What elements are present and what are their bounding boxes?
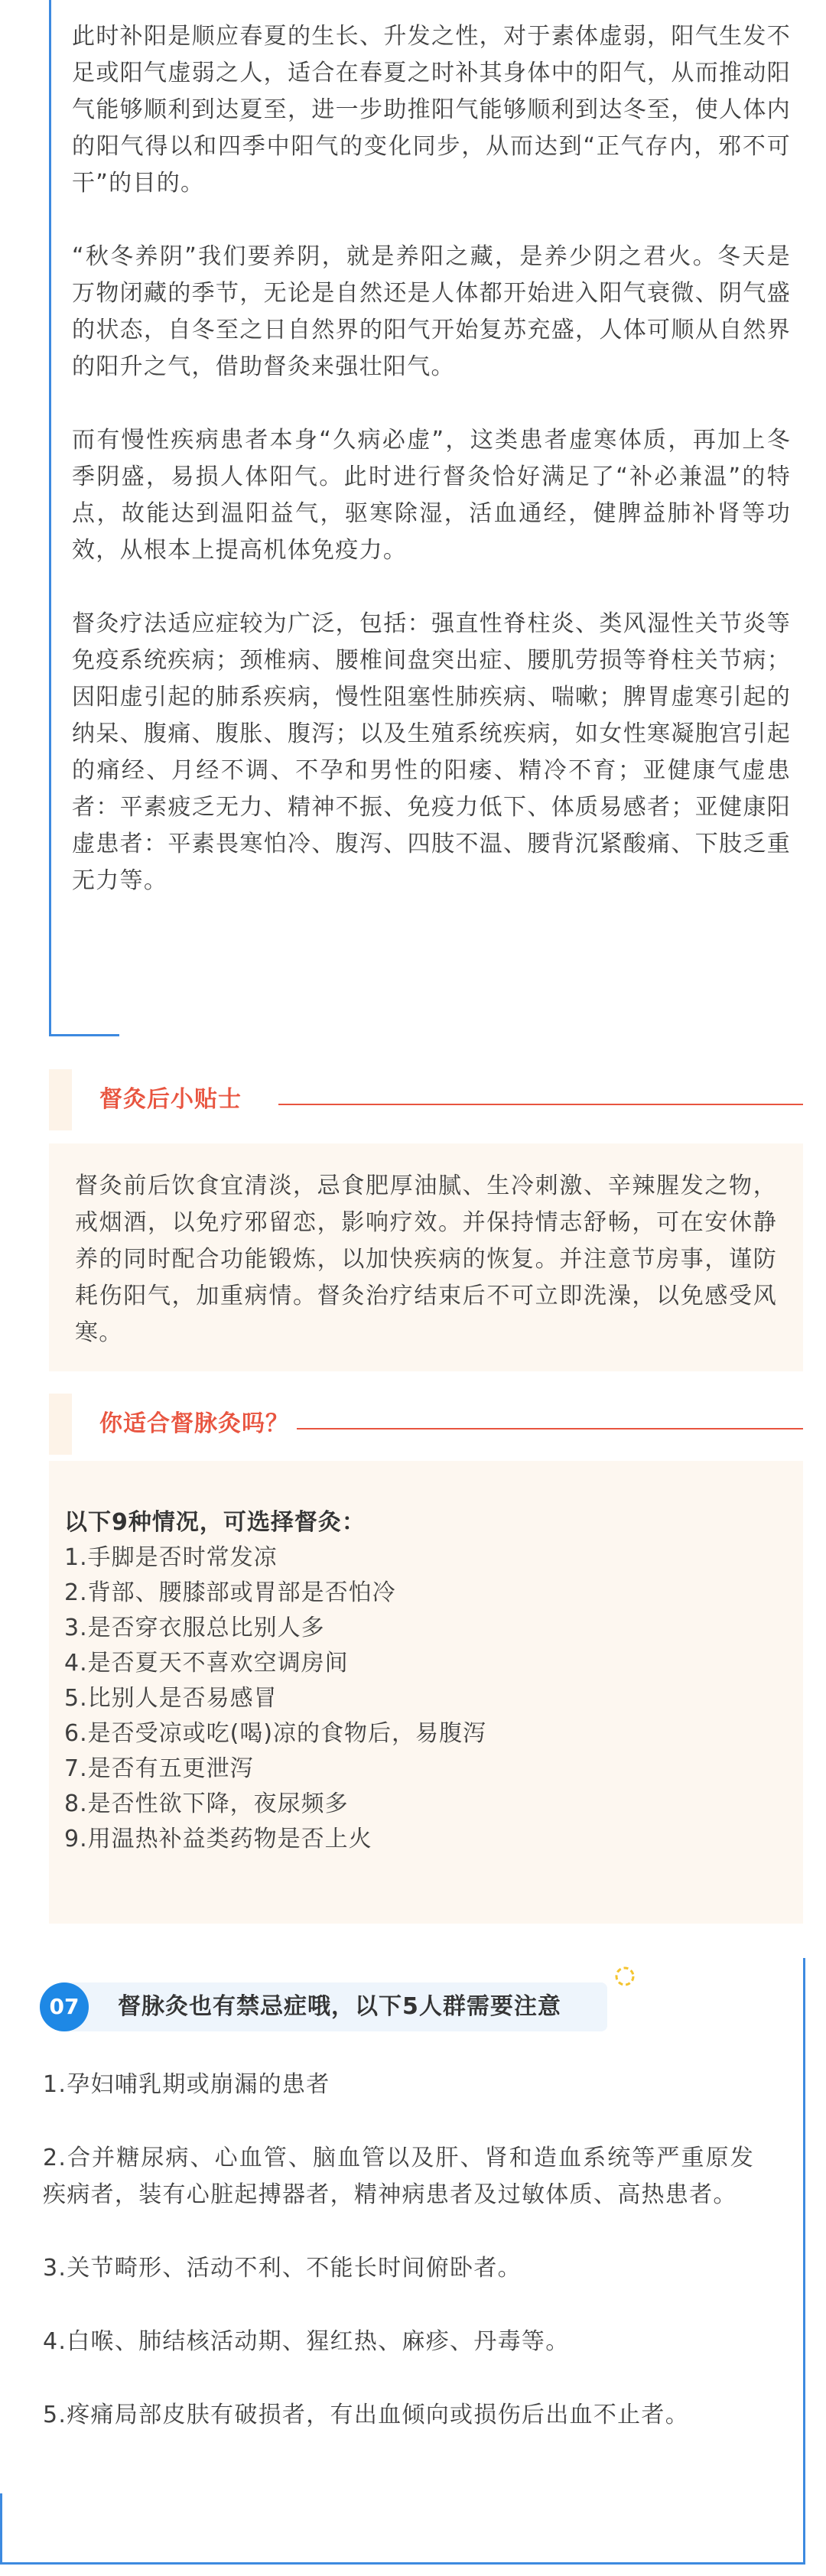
intro-section xyxy=(49,0,826,1036)
section-title: 督脉灸也有禁忌症哦，以下5人群需要注意 xyxy=(118,1993,561,2020)
list-item: 7.是否有五更泄泻 xyxy=(64,1755,254,1782)
paragraph: “秋冬养阴”我们要养阴，就是养阳之藏，是养少阴之君火。冬天是万物闭藏的季节，无论是自然还是人体都开始进入阳气衰微、阴气盛的状态，自冬至之日自然界的阳气开始复苏充盛，人体可顺从自然界的阳升之气，借助督灸来强壮阳气。 xyxy=(72,243,791,380)
paragraph: 此时补阳是顺应春夏的生长、升发之性，对于素体虚弱，阳气生发不足或阳气虚弱之人，适合在春夏之时补其身体中的阳气，从而推动阳气能够顺利到达夏至，进一步助推阳气能够顺利到达冬至，使人体内的阳气得以和四季中阳气的变化同步，从而达到“正气存内，邪不可干”的目的。 xyxy=(72,23,791,197)
tips-header xyxy=(49,1069,803,1130)
list-item: 2.背部、腰膝部或胃部是否怕冷 xyxy=(64,1579,396,1606)
section-bottom-border xyxy=(0,2562,805,2565)
list-item: 1.手脚是否时常发凉 xyxy=(64,1544,278,1571)
tips-title: 督灸后小贴士 xyxy=(99,1086,242,1113)
list-item: 5.疼痛局部皮肤有破损者，有出血倾向或损伤后出血不止者。 xyxy=(43,2402,690,2428)
tips-box xyxy=(49,1143,803,1371)
paragraph: 而有慢性疾病患者本身“久病必虚”，这类患者虚寒体质，再加上冬季阴盛，易损人体阳气。此时进行督灸恰好满足了“补必兼温”的特点，故能达到温阳益气，驱寒除湿，活血通经，健脾益肺补肾等功效，从根本上提高机体免疫力。 xyxy=(72,427,791,564)
intro-text xyxy=(72,18,791,899)
list-item: 9.用温热补益类药物是否上火 xyxy=(64,1826,372,1852)
section-bottom-border xyxy=(49,1034,119,1036)
sparkle-icon xyxy=(610,1962,639,1991)
list-item: 3.关节畸形、活动不利、不能长时间俯卧者。 xyxy=(43,2255,522,2282)
suitable-box xyxy=(49,1461,803,1924)
section-heading xyxy=(40,1982,607,2031)
section-left-border xyxy=(49,0,51,1036)
suitable-header xyxy=(49,1394,803,1455)
contraindication-list xyxy=(43,2067,754,2434)
list-item: 4.是否夏天不喜欢空调房间 xyxy=(64,1650,349,1677)
list-item: 5.比别人是否易感冒 xyxy=(64,1685,278,1712)
section-left-border xyxy=(0,2493,2,2565)
header-divider xyxy=(297,1428,803,1429)
list-item: 3.是否穿衣服总比别人多 xyxy=(64,1615,325,1641)
contraindication-section xyxy=(0,1958,826,2576)
list-item: 1.孕妇哺乳期或崩漏的患者 xyxy=(43,2071,330,2098)
paragraph: 督灸疗法适应症较为广泛，包括：强直性脊柱炎、类风湿性关节炎等免疫系统疾病；颈椎病、腰椎间盘突出症、腰肌劳损等脊柱关节病；因阳虚引起的肺系疾病，慢性阻塞性肺疾病、喘嗽；脾胃虚寒引起的纳呆、腹痛、腹胀、腹泻；以及生殖系统疾病，如女性寒凝胞宫引起的痛经、月经不调、不孕和男性的阳痿、精冷不育；亚健康气虚患者：平素疲乏无力、精神不振、免疫力低下、体质易感者；亚健康阳虚患者：平素畏寒怕冷、腹泻、四肢不温、腰背沉紧酸痛、下肢乏重无力等。 xyxy=(72,610,791,894)
header-accent-block xyxy=(49,1394,72,1455)
section-right-border xyxy=(803,1958,805,2562)
list-item: 6.是否受凉或吃(喝)凉的食物后，易腹泻 xyxy=(64,1720,487,1747)
suitable-title: 你适合督脉灸吗？ xyxy=(99,1410,289,1437)
list-item: 4.白喉、肺结核活动期、猩红热、麻疹、丹毒等。 xyxy=(43,2328,570,2355)
suitable-heading: 以下9种情况，可选择督灸： xyxy=(64,1509,366,1536)
list-item: 8.是否性欲下降，夜尿频多 xyxy=(64,1791,349,1817)
tips-text: 督灸前后饮食宜清淡，忌食肥厚油腻、生冷刺激、辛辣腥发之物，戒烟酒，以免疗邪留恋，影响疗效。并保持情志舒畅，可在安休静养的同时配合功能锻炼，以加快疾病的恢复。并注意节房事，谨防耗伤阳气，加重病情。督灸治疗结束后不可立即洗澡，以免感受风寒。 xyxy=(75,1173,777,1346)
header-divider xyxy=(278,1104,803,1105)
section-number-badge: 07 xyxy=(40,1982,89,2031)
list-item: 2.合并糖尿病、心血管、脑血管以及肝、肾和造血系统等严重原发疾病者，装有心脏起搏器者，精神病患者及过敏体质、高热患者。 xyxy=(43,2145,754,2208)
header-accent-block xyxy=(49,1069,72,1130)
